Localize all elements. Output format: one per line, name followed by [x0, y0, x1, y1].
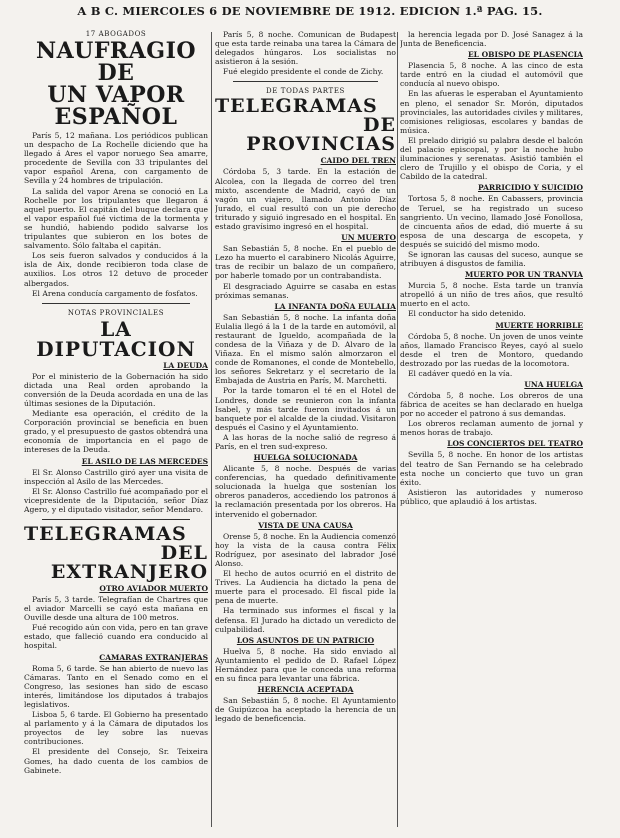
paragraph: En las afueras le esperaban el Ayuntamiento en pleno, el senador Sr. Morón, diputados provinciales, las autoridades civiles y militares, comisiones religiosas, escolares y bandas de música. — [400, 89, 583, 135]
column-1 — [24, 30, 208, 830]
section-kicker: 17 ABOGADOS — [85, 30, 147, 38]
paragraph: El Arena conducía cargamento de fosfatos. — [32, 288, 198, 298]
subheading: LA INFANTA DOÑA EULALIA — [274, 301, 396, 311]
subheading: OTRO AVIADOR MUERTO — [99, 584, 208, 593]
paragraph: San Sebastián 5, 8 noche. El Ayuntamiento de Guipúzcoa ha aceptado la herencia de un legado de beneficencia. — [215, 696, 396, 724]
paragraph: Los obreros reclaman aumento de jornal y menos horas de trabajo. — [400, 419, 583, 438]
headline: LA DIPUTACION — [36, 316, 196, 361]
subheading: PARRICIDIO Y SUICIDIO — [478, 183, 583, 193]
divider — [42, 303, 190, 304]
paragraph: Fué recogido aún con vida, pero en tan grave estado, que falleció cuando era conducido al hospital. — [24, 623, 208, 651]
subheading: MUERTE HORRIBLE — [495, 320, 583, 330]
paragraph: El prelado dirigió su palabra desde el balcón del palacio episcopal, y por la noche hubo iluminaciones y serenatas. Asistió también el clero de Trujillo y el obispo de Coria, y el Cabildo de la catedral. — [400, 135, 583, 182]
headline: DE PROVINCIAS — [246, 114, 396, 156]
subheading: LOS CONCIERTOS DEL TEATRO — [447, 439, 583, 449]
divider — [42, 519, 190, 520]
headline: UN VAPOR ESPAÑOL — [47, 82, 185, 130]
paragraph: Tortosa 5, 8 noche. En Cabassers, provincia de Teruel, se ha registrado un suceso sangriento. Un vecino, llamado José Fonollosa, de cincuenta años de edad, dió muerte á su esposa de una descarga de escopeta, y después se suicidó del mismo modo. — [400, 194, 583, 249]
subheading: CAIDO DEL TREN — [320, 156, 396, 166]
headline: NAUFRAGIO DE — [35, 38, 197, 86]
paragraph: Córdoba 5, 3 tarde. En la estación de Alcolea, con la llegada de correo del tren mixto, ascendente de Madrid, cayó de un vagón un viajero, llamado Antonio Díaz Jurado, el cual resultó con un pie derecho triturado y siguió ingresado en el hospital. En estado gravísimo ingresó en el hospital. — [215, 167, 396, 232]
subheading: HUELGA SOLUCIONADA — [253, 453, 358, 463]
subheading: MUERTO POR UN TRANVIA — [464, 270, 583, 280]
paragraph: Mediante esa operación, el crédito de la Corporación provincial se beneficia en buen grado, y el presupuesto de gastos obtendrá una economía de importancia en el pago de intereses de la Deuda. — [24, 409, 208, 455]
headline: DEL EXTRANJERO — [50, 542, 208, 583]
subheading: CAMARAS EXTRANJERAS — [99, 652, 208, 662]
paragraph: París 5, 12 mañana. Los periódicos publican un despacho de La Rochelle diciendo que ha llegado á Ares el vapor noruego Sea amarre, procedente de Sevilla con 33 tripulantes del vapor español Arena, con cargamento de Sevilla y 24 hombres de tripulación. — [24, 131, 208, 186]
paragraph: la herencia legada por D. José Sanagez á la Junta de Beneficencia. — [400, 30, 583, 49]
paragraph: El hecho de autos ocurrió en el distrito de Trives. La Audiencia ha dictado la pena de muerte para el procesado. El fiscal pide la pena de muerte. — [215, 569, 396, 606]
masthead: A B C. MIERCOLES 6 DE NOVIEMBRE DE 1912. EDICION 1.ª PAG. 15. — [77, 4, 543, 18]
paragraph: Murcia 5, 8 noche. Esta tarde un tranvía atropelló á un niño de tres años, que resultó muerto en el acto. — [400, 281, 583, 309]
paragraph: Ha terminado sus informes el fiscal y la defensa. El Jurado ha dictado un veredicto de culpabilidad. — [215, 606, 396, 634]
paragraph: El cadáver quedó en la vía. — [408, 368, 513, 378]
subheading: VISTA DE UNA CAUSA — [258, 520, 353, 530]
column-rule — [211, 32, 212, 827]
section-kicker: NOTAS PROVINCIALES — [67, 308, 165, 317]
paragraph: Los seis fueron salvados y conducidos á la isla de Aix, donde recibieron toda clase de auxilios. Los otros 12 detuvo de proceder albergados. — [24, 251, 208, 288]
paragraph: Se ignoran las causas del suceso, aunque se atribuyen á disgustos de familia. — [400, 249, 583, 269]
subheading: LA DEUDA — [163, 360, 208, 370]
divider — [233, 81, 378, 82]
subheading: EL OBISPO DE PLASENCIA — [467, 50, 583, 60]
subheading: HERENCIA ACEPTADA — [257, 685, 354, 695]
column-3 — [400, 30, 583, 830]
subheading: UN MUERTO — [341, 233, 396, 243]
paragraph: El desgraciado Aguirre se casaba en estas próximas semanas. — [215, 281, 396, 300]
paragraph: Fué elegido presidente el conde de Zichy. — [223, 67, 384, 77]
subheading: LOS ASUNTOS DE UN PATRICIO — [236, 635, 375, 645]
paragraph: Plasencia 5, 8 noche. A las cinco de esta tarde entró en la ciudad el automóvil que conducía al nuevo obispo. — [400, 61, 583, 89]
paragraph: El Sr. Alonso Castrillo fué acompañado por el vicepresidente de la Diputación, señor Díaz Agero, y el diputado visitador, señor Mendaro. — [24, 486, 208, 514]
paragraph: A las horas de la noche salió de regreso á París, en el tren sud-expreso. — [215, 432, 396, 451]
paragraph: Córdoba 5, 8 noche. Un joven de unos veinte años, llamado Francisco Reyes, cayó al suelo desde el tren de Montoro, quedando destrozado por las ruedas de la locomotora. — [400, 331, 583, 368]
paragraph: Por la tarde tomaron el té en el Hotel de Londres, donde se reunieron con la infanta Isabel, y más tarde fueron invitados á un banquete por el alcalde de la ciudad. Visitaron después el Casino y el Ayuntamiento. — [215, 386, 396, 432]
subheading: UNA HUELGA — [524, 380, 583, 389]
subheading: EL ASILO DE LAS MERCEDES — [81, 456, 208, 466]
paragraph: Sevilla 5, 8 noche. En honor de los artistas del teatro de San Fernando se ha celebrado esta noche un concierto que tuvo un gran éxito. — [400, 450, 583, 487]
column-rule — [397, 32, 398, 827]
paragraph: Roma 5, 6 tarde. Se han abierto de nuevo las Cámaras. Tanto en el Senado como en el Congreso, las sesiones han sido de escaso interés, limitándose los diputados á trabajos legislativos. — [24, 663, 208, 709]
column-2 — [215, 30, 396, 830]
paragraph: San Sebastián 5, 8 noche. En el pueblo de Lezo ha muerto el carabinero Nicolás Aguirre, tras de recibir un balazo de un compañero, por haberle tomado por un contrabandista. — [215, 244, 396, 281]
section-kicker: DE TODAS PARTES — [266, 87, 345, 96]
paragraph: Lisboa 5, 6 tarde. El Gobierno ha presentado al parlamento y á la Cámara de diputados los proyectos de ley sobre las nuevas contribuciones. — [24, 710, 208, 747]
paragraph: Córdoba 5, 8 noche. Los obreros de una fábrica de aceites se han declarado en huelga por no acceder el patrono á sus demandas. — [400, 391, 583, 419]
paragraph: París 5, 8 noche. Comunican de Budapest que esta tarde reinaba una tarea la Cámara de delegados húngaros. Los socialistas no asistieron á la sesión. — [215, 30, 396, 67]
paragraph: Por el ministerio de la Gobernación ha sido dictada una Real orden aprobando la conversión de la Deuda acordada en una de las últimas sesiones de la Diputación. — [24, 371, 208, 408]
paragraph: Orense 5, 8 noche. En la Audiencia comenzó hoy la vista de la causa contra Félix Rodríguez, por asesinato del labrador José Alonso. — [215, 531, 396, 568]
paragraph: París 5, 3 tarde. Telegrafían de Chartres que el aviador Marcelli se cayó esta mañana en Ouville desde una altura de 100 metros. — [24, 595, 208, 623]
paragraph: San Sebastián 5, 8 noche. La infanta doña Eulalia llegó á la 1 de la tarde en automóvil, al restaurant de Igueldo, acompañada de la condesa de la Viñaza y de D. Alvaro de la Viñaza. En el mismo salón almorzaron el conde de Romanones, el conde de Montebello, los señores Sekretarz y el secretario de la Embajada de Austria en París, M. Marchetti. — [215, 312, 396, 386]
paragraph: El Sr. Alonso Castrillo giró ayer una visita de inspección al Asilo de las Mercedes. — [24, 467, 208, 486]
paragraph: El conductor ha sido detenido. — [408, 309, 526, 319]
paragraph: El presidente del Consejo, Sr. Teixeira Gomes, ha dado cuenta de los cambios de Gabinete. — [24, 747, 208, 775]
paragraph: Alicante 5, 8 noche. Después de varias conferencias, ha quedado definitivamente solucionada la huelga que sostenían los obreros panaderos, accediendo los patronos á la reclamación presentada por los obreros. Ha intervenido el gobernador. — [215, 464, 396, 519]
headline: TELEGRAMAS — [24, 523, 187, 545]
headline: TELEGRAMAS — [215, 95, 378, 118]
paragraph: Huelva 5, 8 noche. Ha sido enviado al Ayuntamiento el pedido de D. Rafael López Hernández para que le conceda una reforma en su finca para levantar una fábrica. — [215, 646, 396, 683]
paragraph: La salida del vapor Arena se conoció en La Rochelle por los tripulantes que llegaron á aquel puerto. El capitán del buque declara que el vapor español fué victima de la tormenta y se hundió, habiendo podido salvarse los tripulantes que subieron en los botes de salvamento. Sólo faltaba el capitán. — [24, 186, 208, 251]
paragraph: Asistieron las autoridades y numeroso público, que aplaudió á los artistas. — [400, 487, 583, 506]
